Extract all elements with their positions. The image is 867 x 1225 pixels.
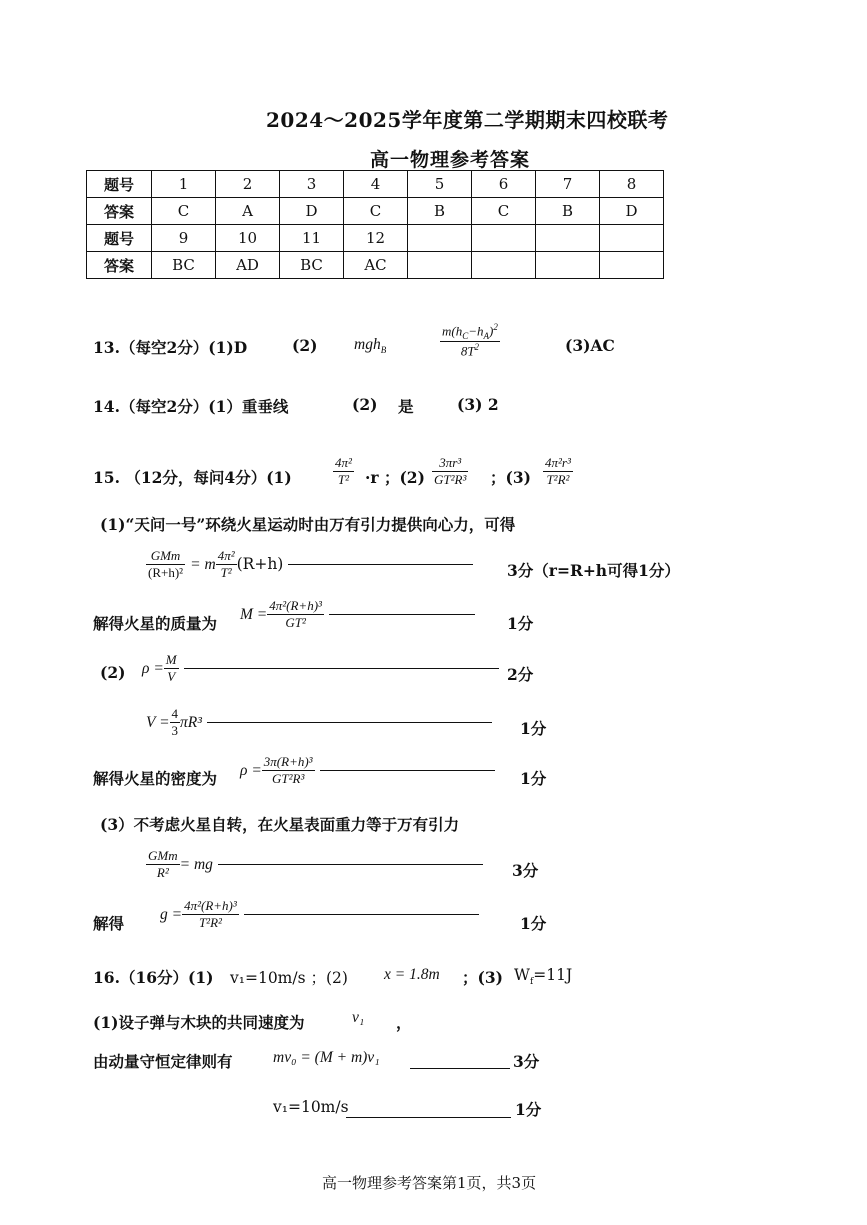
table-cell [408,225,472,252]
q15-density-equation: ρ = $\frac{\text{3π(R+h)³}}{\text{GT²R³}}$ [240,754,495,787]
q15-mass-equation: M = $\frac{\text{4π²(R+h)³}}{\text{GT²}}$ [240,598,475,631]
table-row [87,171,664,198]
q15-gravity-score: 3分 [512,861,539,880]
q15-answer2-tail: ；(3) [490,468,531,487]
table-cell: 8 [600,171,664,198]
table-cell [536,252,600,279]
table-cell: D [600,198,664,225]
table-cell: A [216,198,280,225]
q15-result-score: 1分 [520,914,547,933]
table-cell: AD [216,252,280,279]
q15-head: 15. （12分，每问4分）(1) [93,468,292,487]
table-cell: 9 [152,225,216,252]
q16-momentum-equation: mv₀ = (M + m)v₁ [273,1049,380,1066]
table-cell: 10 [216,225,280,252]
q16-velocity-dash [346,1107,511,1126]
q13-frac-denominator: $8T^2$ [440,341,500,359]
q15-step1-intro: (1)“天问一号”环绕火星运动时由万有引力提供向心力，可得 [100,515,516,534]
q15-density-def-score: 2分 [507,665,534,684]
table-cell [600,225,664,252]
table-cell: 12 [344,225,408,252]
table-cell [472,252,536,279]
q13-expr1: mgh$_B$ [354,336,387,356]
table-row [87,198,664,225]
q15-mass-score: 1分 [507,614,534,633]
q16-step1-velocity: v₁ [352,1009,365,1026]
q15-mass-label: 解得火星的质量为 [93,614,218,633]
table-cell: BC [280,252,344,279]
table-header-cell: 答案 [87,198,152,225]
table-cell: 1 [152,171,216,198]
q15-result-equation: g = $\frac{\text{4π²(R+h)³}}{\text{T²R²}}$ [160,898,479,931]
q15-step2-label: (2) [100,663,126,682]
table-cell: 6 [472,171,536,198]
table-cell: C [344,198,408,225]
table-row [87,225,664,252]
q16-law-label: 由动量守恒定律则有 [93,1052,233,1071]
table-cell: 7 [536,171,600,198]
q14-head: 14.（每空2分）(1）重垂线 [93,397,289,416]
table-cell: 4 [344,171,408,198]
q15-result-label: 解得 [93,914,125,933]
q13-head: 13.（每空2分）(1)D [93,338,248,357]
table-cell [536,225,600,252]
table-cell [600,252,664,279]
q15-answer1: $\frac{\text{4π²}}{\text{T²}}$ [335,455,352,487]
q14-part2-answer: 是 [398,397,414,416]
q15-answer1-tail: ·r ；(2) [365,468,425,487]
table-cell: B [408,198,472,225]
table-cell [472,225,536,252]
table-cell: C [472,198,536,225]
q15-step3-intro: (3）不考虑火星自转，在火星表面重力等于万有引力 [100,815,460,834]
q15-volume: V = $\frac{4}{3}$ πR³ [146,706,492,739]
table-cell: B [536,198,600,225]
q16-step1-intro: (1)设子弹与木块的共同速度为 [93,1013,305,1032]
q15-density-label: 解得火星的密度为 [93,769,218,788]
table-cell: 2 [216,171,280,198]
q16-answer3: $W_f=11J$ [514,966,573,988]
table-cell: C [152,198,216,225]
q13-frac-numerator: $m(h_C-h_A)^2$ [442,322,498,341]
q15-gravity-equation: $\frac{\text{GMm}}{\text{R²}}$ = mg [146,848,483,881]
q16-momentum-dash [410,1058,510,1077]
table-cell: D [280,198,344,225]
table-cell: 5 [408,171,472,198]
q13-part3: (3)AC [565,336,615,355]
table-cell: AC [344,252,408,279]
q16-step1-comma: ， [396,1013,412,1032]
table-cell: 3 [280,171,344,198]
q15-step1-score: 3分（r=R+h可得1分） [507,561,680,580]
q16-velocity-score: 1分 [515,1100,542,1119]
q15-answer3: $\frac{\text{4π²r³}}{\text{T²R²}}$ [545,455,571,487]
q15-density-score: 1分 [520,769,547,788]
q16-answer2: x = 1.8m [384,966,440,983]
q14-part2-label: (2) [352,395,378,414]
q16-velocity-result: v₁=10m/s [273,1098,349,1116]
q15-step1-equation: $\frac{\text{GMm}}{\text{(R+h)²}}$ = m $\frac{\text{4π²}}{\text{T²}}$ (R+h) [146,548,473,581]
q15-answer2: $\frac{\text{3πr³}}{\text{GT²R³}}$ [434,455,467,487]
table-header-cell: 答案 [87,252,152,279]
q16-answer2-tail: ；(3) [462,968,503,987]
q15-volume-score: 1分 [520,719,547,738]
q16-answer1: v₁=10m/s ；(2) [230,969,348,987]
table-cell: BC [152,252,216,279]
page-subtitle: 高一物理参考答案 [370,149,531,171]
q14-part3: (3) 2 [457,395,499,414]
q16-head: 16.（16分）(1) [93,968,214,987]
table-cell: 11 [280,225,344,252]
q13-part2-label: (2) [292,336,318,355]
q15-density-def: ρ = $\frac{M}{V}$ [142,652,499,685]
table-header-cell: 题号 [87,225,152,252]
table-cell [408,252,472,279]
page-footer: 高一物理参考答案第1页，共3页 [322,1174,537,1192]
answer-table [86,170,664,279]
table-row [87,252,664,279]
q16-momentum-score: 3分 [513,1052,540,1071]
q13-fraction [440,322,500,359]
page-title: 2024～2025学年度第二学期期末四校联考 [266,108,669,132]
table-header-cell: 题号 [87,171,152,198]
